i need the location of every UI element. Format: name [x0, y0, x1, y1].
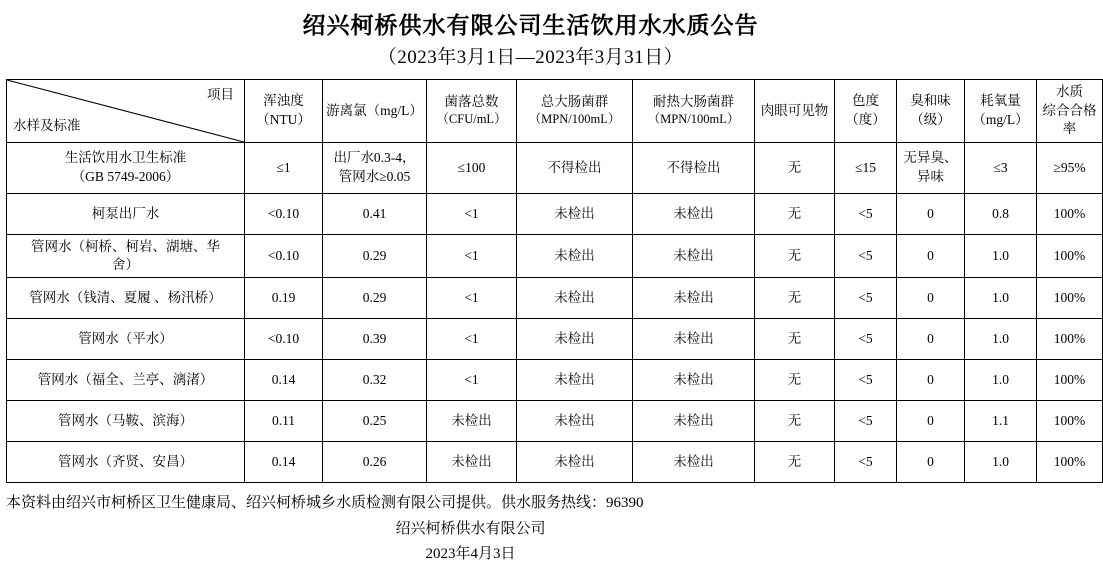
cell-value: ≤3 — [965, 142, 1037, 193]
header-col-turbidity — [245, 79, 323, 142]
table-row — [7, 278, 1103, 319]
cell-value: 100% — [1037, 193, 1103, 234]
header-col-turbidity-unit: （NTU） — [256, 111, 311, 127]
table-row — [7, 401, 1103, 442]
cell-value: 未检出 — [517, 442, 633, 483]
cell-value: 0.29 — [323, 234, 427, 277]
cell-value: 无 — [755, 442, 835, 483]
cell-value: <5 — [835, 193, 897, 234]
cell-value: 100% — [1037, 319, 1103, 360]
header-col-oxygen-consumption-name: 耗氧量 — [980, 93, 1021, 109]
page-subtitle: （2023年3月1日—2023年3月31日） — [377, 47, 684, 69]
row-label-standard-line1: 生活饮用水卫生标准 — [64, 150, 187, 166]
cell-value: 未检出 — [633, 278, 755, 319]
cell-value: 无 — [755, 234, 835, 277]
cell-value: 100% — [1037, 401, 1103, 442]
header-col-pass-rate-unit: 综合合格率 — [1042, 102, 1097, 136]
cell-value: 0 — [897, 401, 965, 442]
header-col-oxygen-consumption-unit: （mg/L） — [972, 111, 1029, 127]
cell-value: 0.26 — [323, 442, 427, 483]
cell-value: 0.41 — [323, 193, 427, 234]
cell-value: 0 — [897, 442, 965, 483]
cell-value: 无异臭、 异味 — [897, 142, 965, 193]
cell-value: 未检出 — [633, 401, 755, 442]
header-col-pass-rate-name: 水质 — [1056, 84, 1083, 100]
cell-value: <0.10 — [245, 234, 323, 277]
header-col-thermotolerant-coliform-name: 耐热大肠菌群 — [653, 94, 734, 110]
cell-value: 100% — [1037, 234, 1103, 277]
cell-value: 无 — [755, 360, 835, 401]
header-col-colony-count — [427, 79, 517, 142]
cell-value: 1.0 — [965, 360, 1037, 401]
cell-value: 1.0 — [965, 278, 1037, 319]
table-row — [7, 442, 1103, 483]
header-col-total-coliform-name: 总大肠菌群 — [540, 94, 609, 110]
cell-value: 未检出 — [427, 401, 517, 442]
header-col-free-chlorine-name: 游离氯（mg/L） — [326, 102, 423, 118]
table-row — [7, 193, 1103, 234]
header-col-colony-count-unit: （CFU/mL） — [436, 112, 507, 127]
header-col-thermotolerant-coliform — [633, 79, 755, 142]
cell-value: <5 — [835, 360, 897, 401]
cell-value: 1.0 — [965, 234, 1037, 277]
cell-value: <5 — [835, 234, 897, 277]
header-corner-cell — [7, 79, 245, 142]
header-col-chroma — [835, 79, 897, 142]
cell-value: 未检出 — [517, 401, 633, 442]
header-col-colony-count-name: 菌落总数 — [444, 94, 499, 110]
cell-value: 100% — [1037, 442, 1103, 483]
row-label-pipe-maan: 管网水（马鞍、滨海） — [7, 401, 245, 442]
table-row — [7, 360, 1103, 401]
row-label-pipe-qixian: 管网水（齐贤、安昌） — [7, 442, 245, 483]
header-col-visible-matter-name: 肉眼可见物 — [760, 102, 829, 118]
cell-value: 无 — [755, 193, 835, 234]
header-col-odor-taste — [897, 79, 965, 142]
cell-value: 未检出 — [633, 442, 755, 483]
cell-value: ≤1 — [245, 142, 323, 193]
cell-value: <5 — [835, 319, 897, 360]
cell-value: <1 — [427, 278, 517, 319]
cell-value: <1 — [427, 360, 517, 401]
cell-value: <0.10 — [245, 319, 323, 360]
row-label-pipe-keqiao — [7, 234, 245, 277]
header-col-chroma-name: 色度 — [852, 93, 879, 109]
cell-value: 0 — [897, 193, 965, 234]
footer — [6, 491, 1055, 568]
cell-value: 100% — [1037, 278, 1103, 319]
cell-value: 无 — [755, 278, 835, 319]
header-col-odor-taste-unit: （级） — [910, 111, 951, 127]
cell-value: 未检出 — [633, 319, 755, 360]
cell-value: <1 — [427, 319, 517, 360]
header-item-label: 项目 — [207, 86, 234, 102]
cell-value: 未检出 — [517, 234, 633, 277]
row-label-line1: 管网水（柯桥、柯岩、湖塘、华 — [31, 238, 220, 254]
cell-value: ≥95% — [1037, 142, 1103, 193]
row-label-source-water: 柯泵出厂水 — [7, 193, 245, 234]
row-label-line2: 舍） — [112, 256, 139, 272]
cell-value: 未检出 — [517, 319, 633, 360]
cell-value: ≤15 — [835, 142, 897, 193]
cell-value: 0.19 — [245, 278, 323, 319]
cell-value: 0 — [897, 278, 965, 319]
footer-date: 2023年4月3日 — [425, 546, 516, 563]
header-col-turbidity-name: 浑浊度 — [263, 93, 304, 109]
cell-value: <0.10 — [245, 193, 323, 234]
table-row — [7, 319, 1103, 360]
cell-value: 未检出 — [517, 360, 633, 401]
row-label-pipe-pingshui: 管网水（平水） — [7, 319, 245, 360]
cell-value: 未检出 — [633, 193, 755, 234]
cell-value: 0 — [897, 319, 965, 360]
cell-value: 0.14 — [245, 360, 323, 401]
table-row — [7, 142, 1103, 193]
cell-value: <5 — [835, 401, 897, 442]
cell-value: 未检出 — [517, 278, 633, 319]
cell-value: <5 — [835, 442, 897, 483]
header-col-odor-taste-name: 臭和味 — [910, 93, 951, 109]
cell-value: 无 — [755, 401, 835, 442]
cell-value: 未检出 — [633, 234, 755, 277]
cell-value: 0.8 — [965, 193, 1037, 234]
cell-value: 未检出 — [427, 442, 517, 483]
cell-value: 不得检出 — [633, 142, 755, 193]
cell-value: 0.25 — [323, 401, 427, 442]
cell-value: 0.29 — [323, 278, 427, 319]
cell-value: <5 — [835, 278, 897, 319]
row-label-pipe-fuquan: 管网水（福全、兰亭、漓渚） — [7, 360, 245, 401]
footer-signature: 绍兴柯桥供水有限公司 — [395, 520, 546, 537]
cell-value: 未检出 — [517, 193, 633, 234]
page-title: 绍兴柯桥供水有限公司生活饮用水水质公告 — [302, 13, 759, 38]
cell-value: 0 — [897, 360, 965, 401]
cell-value: 0.14 — [245, 442, 323, 483]
cell-value: 100% — [1037, 360, 1103, 401]
cell-value: 不得检出 — [517, 142, 633, 193]
cell-value: 无 — [755, 142, 835, 193]
cell-value: 出厂水0.3-4， 管网水≥0.05 — [323, 142, 427, 193]
cell-value: 0.39 — [323, 319, 427, 360]
footer-note: 本资料由绍兴市柯桥区卫生健康局、绍兴柯桥城乡水质检测有限公司提供。供水服务热线：96390 — [6, 495, 644, 512]
header-col-chroma-unit: （度） — [845, 111, 886, 127]
row-label-standard-line2: （GB 5749-2006） — [71, 168, 180, 184]
cell-value: <1 — [427, 234, 517, 277]
cell-value: 1.0 — [965, 319, 1037, 360]
header-col-oxygen-consumption — [965, 79, 1037, 142]
table-header-row — [7, 79, 1103, 142]
cell-value: 1.1 — [965, 401, 1037, 442]
header-col-total-coliform-unit: （MPN/100mL） — [528, 112, 621, 127]
header-col-visible-matter — [755, 79, 835, 142]
cell-value: 0 — [897, 234, 965, 277]
row-label-standard — [7, 142, 245, 193]
water-quality-table — [6, 79, 1103, 483]
row-label-pipe-qianqing: 管网水（钱清、夏履 、杨汛桥） — [7, 278, 245, 319]
header-col-thermotolerant-coliform-unit: （MPN/100mL） — [647, 112, 740, 127]
header-col-total-coliform — [517, 79, 633, 142]
table-header — [7, 79, 1103, 142]
cell-value: 未检出 — [633, 360, 755, 401]
cell-value: <1 — [427, 193, 517, 234]
table-row — [7, 234, 1103, 277]
cell-value: 1.0 — [965, 442, 1037, 483]
header-col-free-chlorine — [323, 79, 427, 142]
table-body — [7, 142, 1103, 482]
header-col-pass-rate — [1037, 79, 1103, 142]
cell-value: ≤100 — [427, 142, 517, 193]
cell-value: 0.32 — [323, 360, 427, 401]
cell-value: 0.11 — [245, 401, 323, 442]
cell-value: 无 — [755, 319, 835, 360]
header-sample-label: 水样及标准 — [13, 118, 81, 134]
